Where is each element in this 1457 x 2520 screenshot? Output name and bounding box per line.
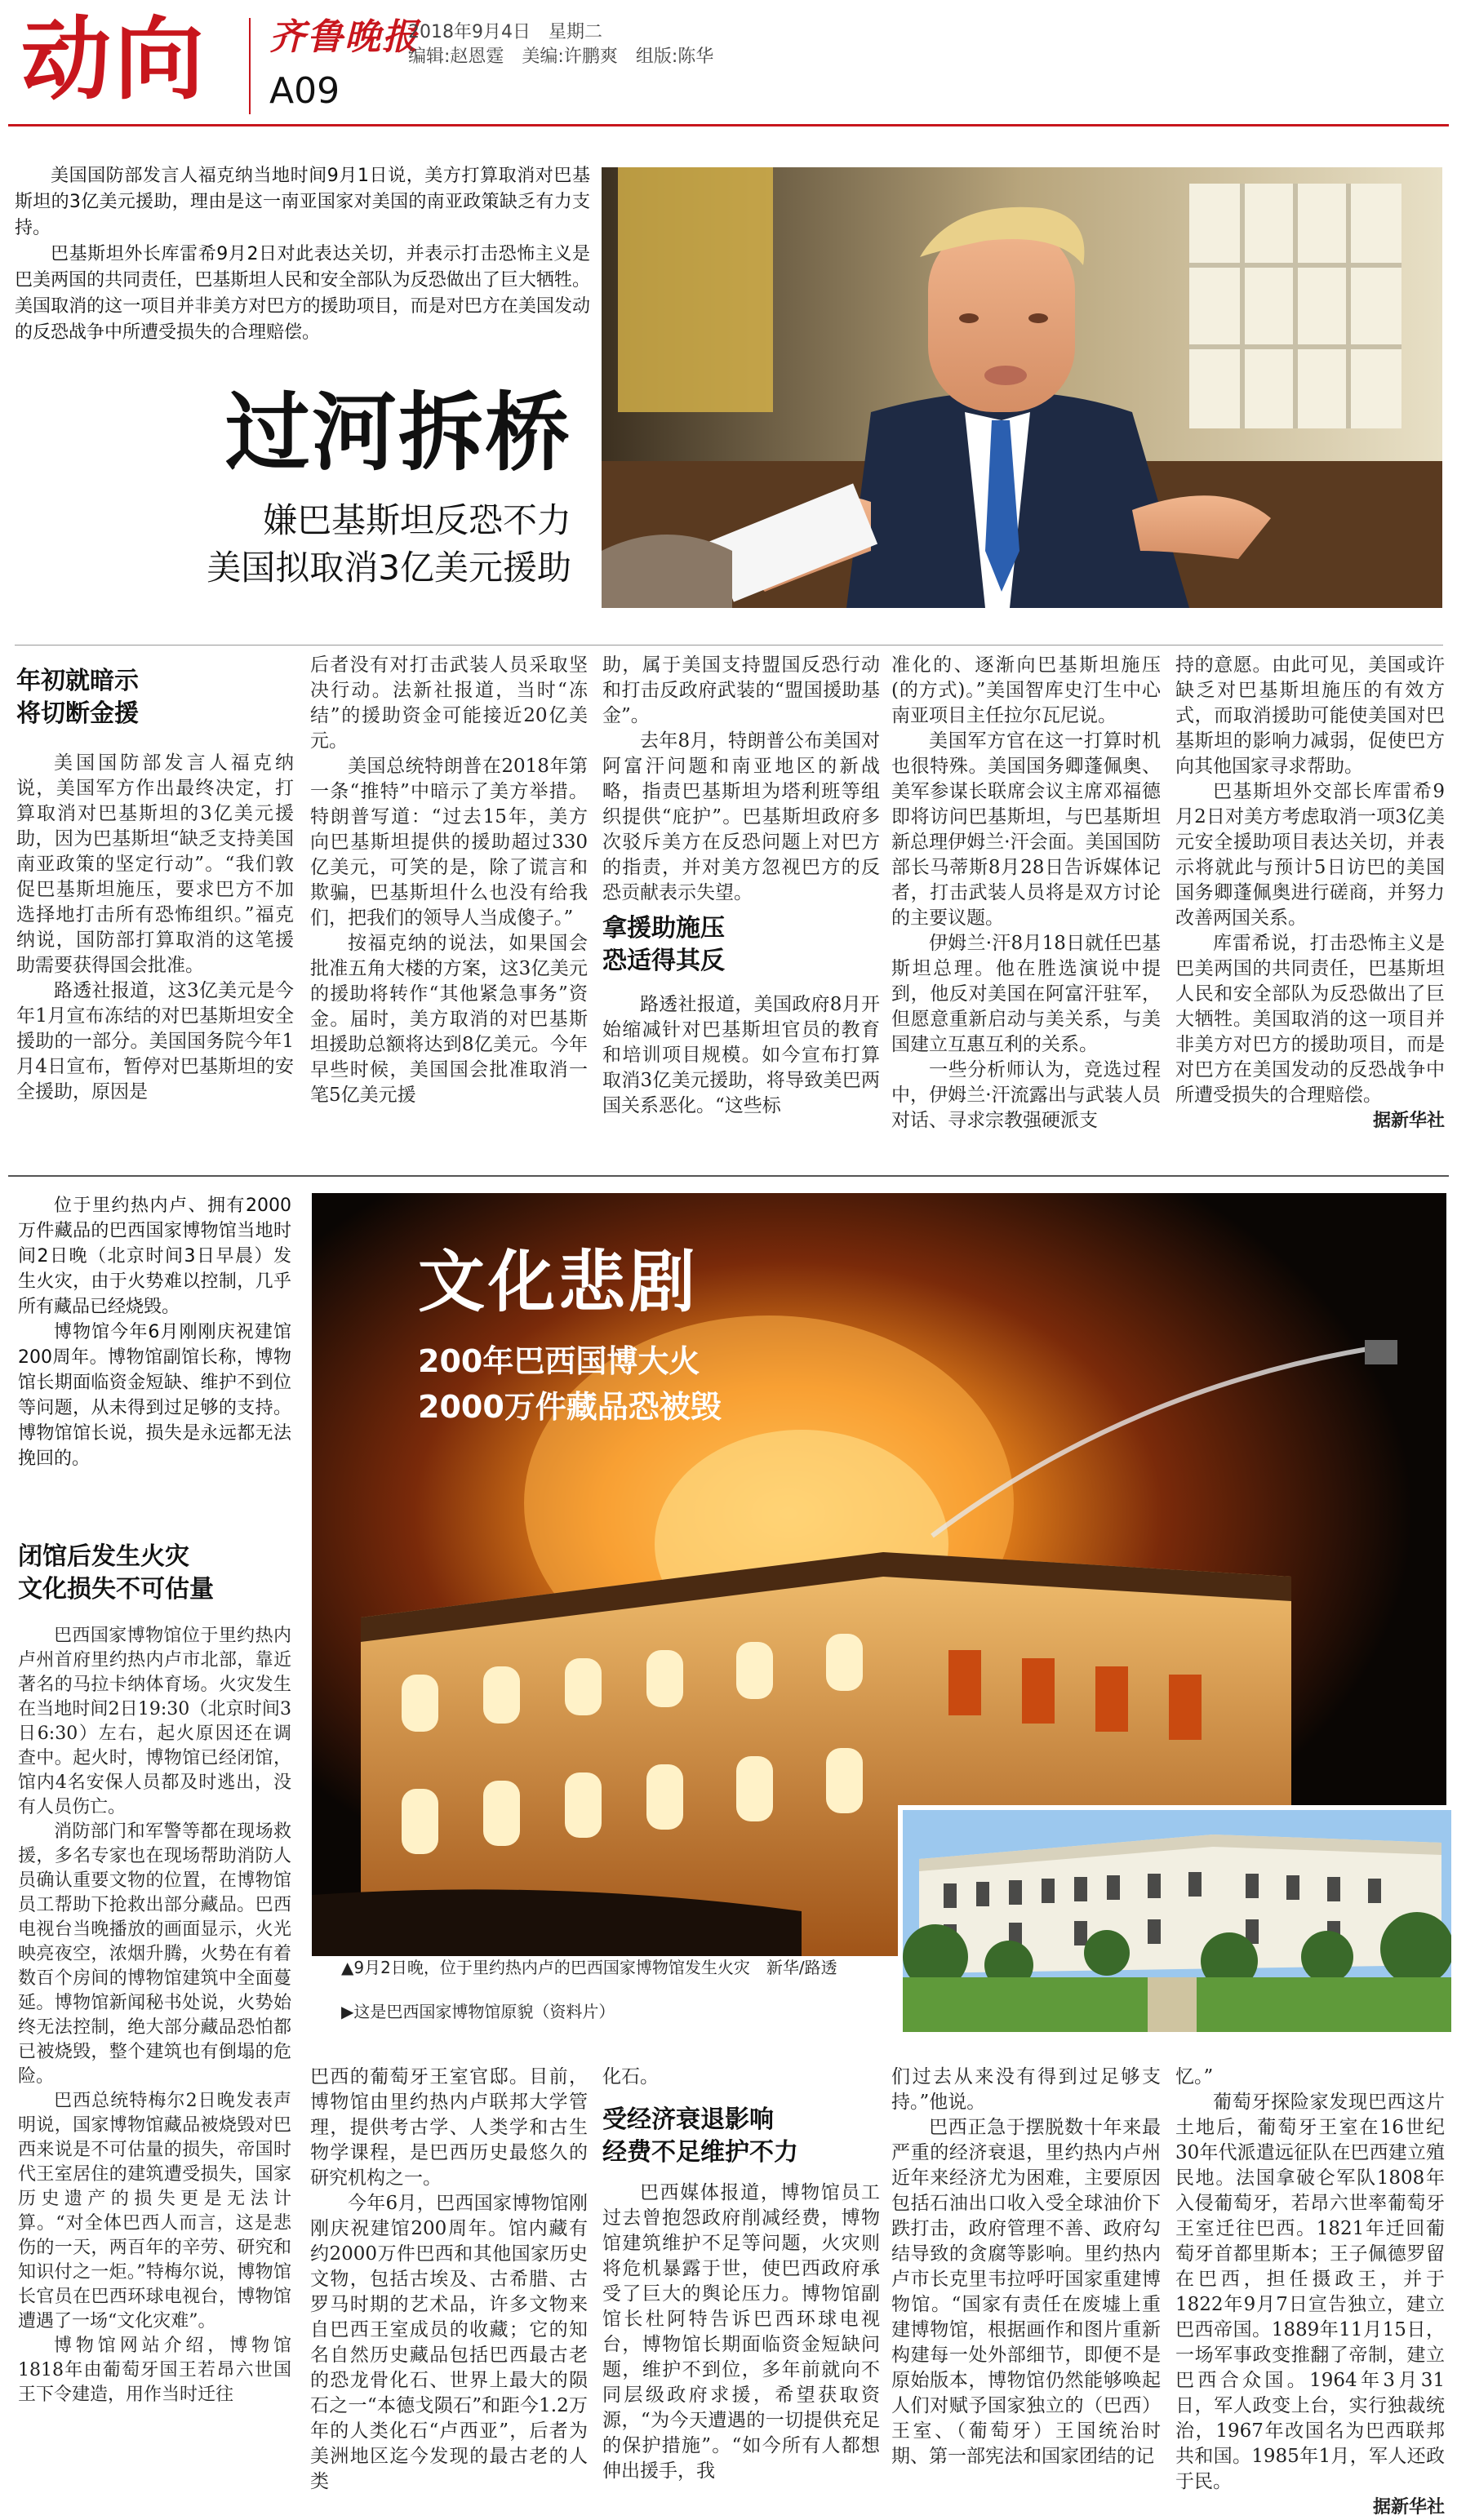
story2-col2 <box>310 2065 588 2495</box>
story2-col3 <box>602 2181 880 2484</box>
story2-headline: 文化悲剧 <box>418 1244 700 1321</box>
story1-col2-p2: 按福克纳的说法，如果国会批准五角大楼的方案，这3亿美元的援助将转作“其他紧急事务”资金。届时，美方取消的对巴基斯坦援助总额将达到8亿美元。今年早些时候，美国国会批准取消一笔5亿美元援 <box>310 933 588 1106</box>
story1-subhead-1: 嫌巴基斯坦反恐不力 <box>262 500 571 540</box>
story1-col4 <box>891 653 1161 1134</box>
story1-col3-cont: 助，属于美国支持盟国反恐行动和打击反政府武装的“盟国援助基金”。 <box>602 654 880 726</box>
story2-col1-subhead-b: 文化损失不可估量 <box>18 1575 214 1604</box>
fire-photo-caption: ▲9月2日晚，位于里约热内卢的巴西国家博物馆发生火灾 新华/路透 <box>341 1958 837 1977</box>
story2-col3-subhead-a: 受经济衰退影响 <box>602 2105 774 2134</box>
story1-col1-subhead-b: 将切断金援 <box>16 699 139 728</box>
story2-col3-top <box>602 2065 880 2090</box>
story2-col1-p3: 巴西总统特梅尔2日晚发表声明说，国家博物馆藏品被烧毁对巴西来说是不可估量的损失，帝国时代王室居住的建筑遭受损失，国家历史遗产的损失更是无法计算。“对全体巴西人而言，这是悲伤的一天，两百年的辛劳、研究和知识付之一炬。”特梅尔说，博物馆长官员在巴西环球电视台，博物馆遭遇了一场“文化灾难”。 <box>18 2091 291 2331</box>
story1-col1-subhead-a: 年初就暗示 <box>16 667 139 695</box>
story1-col1 <box>16 751 294 1105</box>
page-number: A09 <box>269 70 340 112</box>
story2-col1-p1: 巴西国家博物馆位于里约热内卢州首府里约热内卢市北部，靠近著名的马拉卡纳体育场。火灾发生在当地时间2日19:30（北京时间3日6:30）左右，起火原因还在调查中。起火时，博物馆已经闭馆，馆内4名安保人员都及时逃出，没有人员伤亡。 <box>18 1626 291 1817</box>
header-rule <box>8 124 1449 126</box>
story1-col1-p1: 美国国防部发言人福克纳说，美国军方作出最终决定，打算取消对巴基斯坦的3亿美元援助，因为巴基斯坦“缺乏支持美国南亚政策的坚定行动”。“我们敦促巴基斯坦施压，要求巴方不加选择地打击所有恐怖组织。”福克纳说，国防部打算取消的这笔援助需要获得国会批准。 <box>16 752 294 976</box>
story1-col5-p2: 库雷希说，打击恐怖主义是巴美两国的共同责任，巴基斯坦人民和安全部队为反恐做出了巨大牺牲。美国取消的这一项目并非美方对巴方的援助项目，而是对巴方在美国发动的反恐战争中所遭受损失的合理赔偿。 <box>1175 933 1445 1106</box>
story2-lead-p1: 位于里约热内卢、拥有2000万件藏品的巴西国家博物馆当地时间2日晚（北京时间3日早晨）发生火灾，由于火势难以控制，几乎所有藏品已经烧毁。 <box>18 1196 291 1317</box>
story1-col1-subhead <box>16 665 294 730</box>
story2-col5-cont: 忆。” <box>1175 2066 1214 2087</box>
story2-lead <box>18 1193 291 1471</box>
story1-col4-p2: 伊姆兰·汗8月18日就任巴基斯坦总理。他在胜选演说中提到，他反对美国在阿富汗驻军，但愿意重新启动与美关系，与美国建立互惠互利的关系。 <box>891 933 1161 1055</box>
editor-credits: 编辑:赵恩霆 美编:许鹏爽 组版:陈华 <box>408 47 714 67</box>
story1-credit: 据新华社 <box>1372 1111 1445 1131</box>
story1-col1-p2: 路透社报道，这3亿美元是今年1月宣布冻结的对巴基斯坦安全援助的一部分。美国国务院今年1月4日宣布，暂停对巴基斯坦的安全援助，原因是 <box>16 980 294 1102</box>
story2-col1-p2: 消防部门和军警等都在现场救援，多名专家也在现场帮助消防人员确认重要文物的位置，在博物馆员工帮助下抢救出部分藏品。巴西电视台当晚播放的画面显示，火光映亮夜空，浓烟升腾，火势在有着数百个房间的博物馆建筑中全面蔓延。博物馆新闻秘书处说，火势始终无法控制，绝大部分藏品恐怕都已被烧毁，整个建筑也有倒塌的危险。 <box>18 1821 291 2087</box>
story1-headline: 过河拆桥 <box>224 383 571 482</box>
oval-office-illustration <box>602 167 1442 608</box>
story1-subhead-2: 美国拟取消3亿美元援助 <box>207 548 571 588</box>
story2-col4-p1: 巴西正急于摆脱数十年来最严重的经济衰退，里约热内卢州近年来经济尤为困难，主要原因包括石油出口收入受全球油价下跌打击，政府管理不善、政府勾结导致的贪腐等影响。里约热内卢市长克里韦拉呼吁国家重建博物馆。“国家有责任在废墟上重建博物馆，根据画作和图片重新构建每一处外部细节，即便不是原始版本，博物馆仍然能够唤起人们对赋予国家独立的（巴西）王室、（葡萄牙）王国统治时期、第一部宪法和国家团结的记 <box>891 2117 1161 2467</box>
story2-subhead-2: 2000万件藏品恐被毁 <box>418 1389 722 1425</box>
story1-col3-subhead-a: 拿援助施压 <box>602 914 725 943</box>
story1-col4-p1: 美国军方官在这一打算时机也很特殊。美国国务卿蓬佩奥、美军参谋长联席会议主席邓福德即将访问巴基斯坦，与巴基斯坦新总理伊姆兰·汗会面。美国国防部长马蒂斯8月28日告诉媒体记者，打击武装人员将是双方讨论的主要议题。 <box>891 730 1161 929</box>
original-photo-caption: ▶这是巴西国家博物馆原貌（资料片） <box>341 2002 615 2021</box>
story2-col2-p1: 今年6月，巴西国家博物馆刚刚庆祝建馆200周年。馆内藏有约2000万件巴西和其他国家历史文物，包括古埃及、古希腊、古罗马时期的艺术品，许多文物来自巴西王室成员的收藏；它的知名自然历史藏品包括巴西最古老的恐龙骨化石、世界上最大的陨石之一“本德戈陨石”和距今1.2万年的人类化石“卢西亚”，后者为美洲地区迄今发现的最古老的人类 <box>310 2193 588 2492</box>
story2-col1-subhead <box>18 1541 291 1606</box>
story1-col5-p1: 巴基斯坦外交部长库雷希9月2日对美方考虑取消一项3亿美元安全援助项目表达关切，并表示将就此与预计5日访巴的美国国务卿蓬佩奥进行磋商，并努力改善两国关系。 <box>1175 781 1445 929</box>
story2-credit: 据新华社 <box>1372 2497 1445 2518</box>
story2-col4 <box>891 2065 1161 2469</box>
story2-col1 <box>18 1624 291 2407</box>
story1-col3b <box>602 992 880 1119</box>
story2-lead-p2: 博物馆今年6月刚刚庆祝建馆200周年。博物馆副馆长称，博物馆长期面临资金短缺、维护不到位等问题，从未得到过足够的支持。博物馆馆长说，损失是永远都无法挽回的。 <box>18 1322 291 1469</box>
story1-col4-p3: 一些分析师认为，竞选过程中，伊姆兰·汗流露出与武装人员对话、寻求宗教强硬派支 <box>891 1059 1161 1131</box>
issue-date: 2018年9月4日 星期二 <box>408 22 602 42</box>
story2-col3-p1: 巴西媒体报道，博物馆员工过去曾抱怨政府削减经费，博物馆建筑维护不足等问题，火灾则将危机暴露于世，使巴西政府承受了巨大的舆论压力。博物馆副馆长杜阿特告诉巴西环球电视台，博物馆长期面临资金短缺问题，维护不到位，多年前就向不同层级政府求援，希望获取资源，“为今天遭遇的一切提供充足的保护措施”。“如今所有人都想伸出援手，我 <box>602 2182 880 2482</box>
story1-lead <box>15 163 590 346</box>
story2-col3-subhead <box>602 2104 880 2169</box>
trump-photo <box>602 167 1442 608</box>
story2-col5 <box>1175 2065 1445 2520</box>
story1-col3-subhead <box>602 912 880 978</box>
story1-top-rule <box>15 645 1443 646</box>
story1-col5 <box>1175 653 1445 1134</box>
story1-col2-p1: 美国总统特朗普在2018年第一条“推特”中暗示了美方举措。特朗普写道：“过去15年，美方向巴基斯坦提供的援助超过330亿美元，可笑的是，除了谎言和欺骗，巴基斯坦什么也没有给我们，把我们的领导人当成傻子。” <box>310 756 588 929</box>
header-divider <box>249 18 251 114</box>
story2-col3-subhead-b: 经费不足维护不力 <box>602 2138 798 2167</box>
museum-daylight-illustration <box>903 1810 1451 2032</box>
story1-col3 <box>602 653 880 906</box>
story2-col5-p1: 葡萄牙探险家发现巴西这片土地后，葡萄牙王室在16世纪30年代派遣远征队在巴西建立殖民地。法国拿破仑军队1808年入侵葡萄牙，若昂六世率葡萄牙王室迁往巴西。1821年迁回葡萄牙首都里斯本；王子佩德罗留在巴西，担任摄政王，并于1822年9月7日宣告独立，建立巴西帝国。1889年11月15日，一场军事政变推翻了帝制，建立巴西合众国。1964年3月31日，军人政变上台，实行独裁统治，1967年改国名为巴西联邦共和国。1985年1月，军人还政于民。 <box>1175 2092 1445 2492</box>
story1-lead-p1: 美国国防部发言人福克纳当地时间9月1日说，美方打算取消对巴基斯坦的3亿美元援助，理由是这一南亚国家对美国的南亚政策缺乏有力支持。 <box>15 166 590 238</box>
story1-col3-subhead-b: 恐适得其反 <box>602 947 725 975</box>
story1-col2-cont: 后者没有对打击武装人员采取坚决行动。法新社报道，当时“冻结”的援助资金可能接近20亿美元。 <box>310 654 588 752</box>
story2-col3-cont: 化石。 <box>602 2066 659 2087</box>
story2-col2-cont: 巴西的葡萄牙王室官邸。目前，博物馆由里约热内卢联邦大学管理，提供考古学、人类学和古生物学课程，是巴西历史最悠久的研究机构之一。 <box>310 2066 588 2189</box>
story1-col2 <box>310 653 588 1108</box>
story2-col1-subhead-a: 闭馆后发生火灾 <box>18 1542 189 1571</box>
masthead <box>0 0 1457 122</box>
story1-col3-p2: 路透社报道，美国政府8月开始缩减针对巴基斯坦官员的教育和培训项目规模。如今宣布打算取消3亿美元援助，将导致美巴两国关系恶化。“这些标 <box>602 994 880 1116</box>
section-title: 动向 <box>21 7 207 112</box>
museum-original-photo <box>898 1805 1451 2032</box>
story1-col4-cont: 准化的、逐渐向巴基斯坦施压(的方式)。”美国智库史汀生中心南亚项目主任拉尔瓦尼说。 <box>891 654 1161 726</box>
story2-subhead-1: 200年巴西国博大火 <box>418 1343 700 1379</box>
story1-lead-p2: 巴基斯坦外长库雷希9月2日对此表达关切，并表示打击恐怖主义是巴美两国的共同责任，巴基斯坦人民和安全部队为反恐做出了巨大牺牲。美国取消的这一项目并非美方对巴方的援助项目，而是对巴方在美国发动的反恐战争中所遭受损失的合理赔偿。 <box>15 244 590 343</box>
paper-logo: 齐鲁晚报 <box>269 16 420 58</box>
story1-col3-p1: 去年8月，特朗普公布美国对阿富汗问题和南亚地区的新战略，指责巴基斯坦为塔利班等组织提供“庇护”。巴基斯坦政府多次驳斥美方在反恐问题上对巴方的指责，并对美方忽视巴方的反恐贡献表示失望。 <box>602 730 880 903</box>
story1-col5-cont: 持的意愿。由此可见，美国或许缺乏对巴基斯坦施压的有效方式，而取消援助可能使美国对巴基斯坦的影响力减弱，促使巴方向其他国家寻求帮助。 <box>1175 654 1445 777</box>
story2-col1-p4: 博物馆网站介绍，博物馆1818年由葡萄牙国王若昂六世国王下令建造，用作当时迁往 <box>18 2336 291 2405</box>
story-separator <box>8 1175 1449 1177</box>
story2-col4-cont: 们过去从来没有得到过足够支持。”他说。 <box>891 2066 1161 2113</box>
